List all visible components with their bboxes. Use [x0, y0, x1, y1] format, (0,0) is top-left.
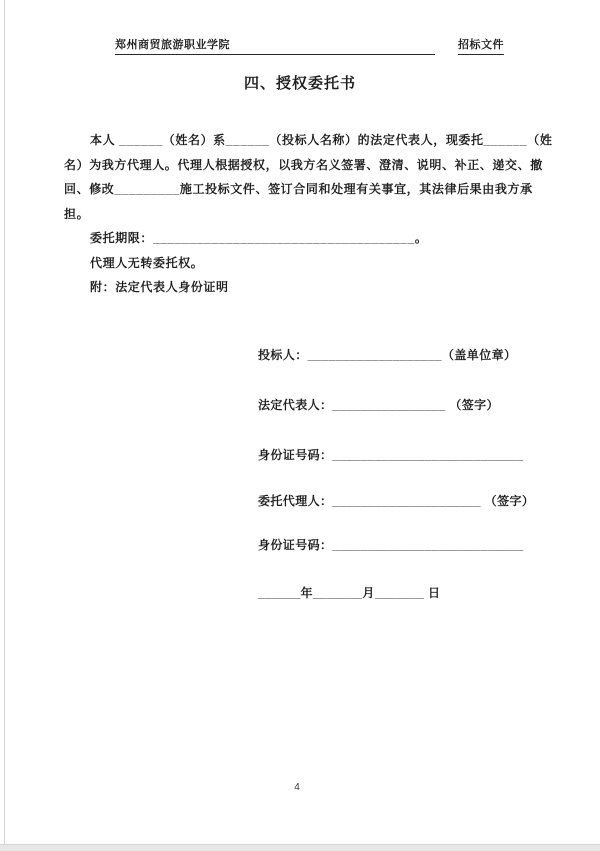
legal-representative-signature-line: 法定代表人：________________ （签字） — [258, 398, 499, 412]
page-header — [115, 36, 504, 55]
bidder-signature-line: 投标人：___________________（盖单位章） — [258, 348, 517, 362]
page-left-edge — [4, 0, 5, 845]
paragraph-line-1: 本人 ______（姓名）系______（投标人名称）的法定代表人，现委托______（姓 — [90, 133, 553, 147]
entrust-term-line: 委托期限：____________________________________。 — [90, 231, 428, 245]
no-subdelegation-line: 代理人无转委托权。 — [90, 255, 204, 270]
id-number-line-1: 身份证号码：___________________________ — [258, 448, 524, 462]
body-paragraph — [64, 128, 553, 300]
paragraph-line-4: 担。 — [64, 206, 90, 221]
header-school-name: 郑州商贸旅游职业学院 — [115, 36, 435, 55]
paragraph-line-3: 回、修改_________施工投标文件、签订合同和处理有关事宜，其法律后果由我方承 — [64, 182, 533, 196]
attachment-note-line: 附：法定代表人身份证明 — [90, 280, 229, 294]
id-number-line-2: 身份证号码：___________________________ — [258, 538, 524, 552]
header-doc-type: 招标文件 — [458, 36, 504, 55]
date-line: ______年_______月_______ 日 — [258, 586, 441, 600]
viewer-bottom-strip — [0, 844, 600, 851]
paragraph-line-2: 名）为我方代理人。代理人根据授权，以我方名义签署、澄清、说明、补正、递交、撤 — [64, 157, 543, 172]
entrusted-agent-signature-line: 委托代理人：_____________________ （签字） — [258, 494, 535, 508]
section-title: 四、授权委托书 — [243, 75, 356, 92]
page-number: 4 — [294, 782, 300, 793]
